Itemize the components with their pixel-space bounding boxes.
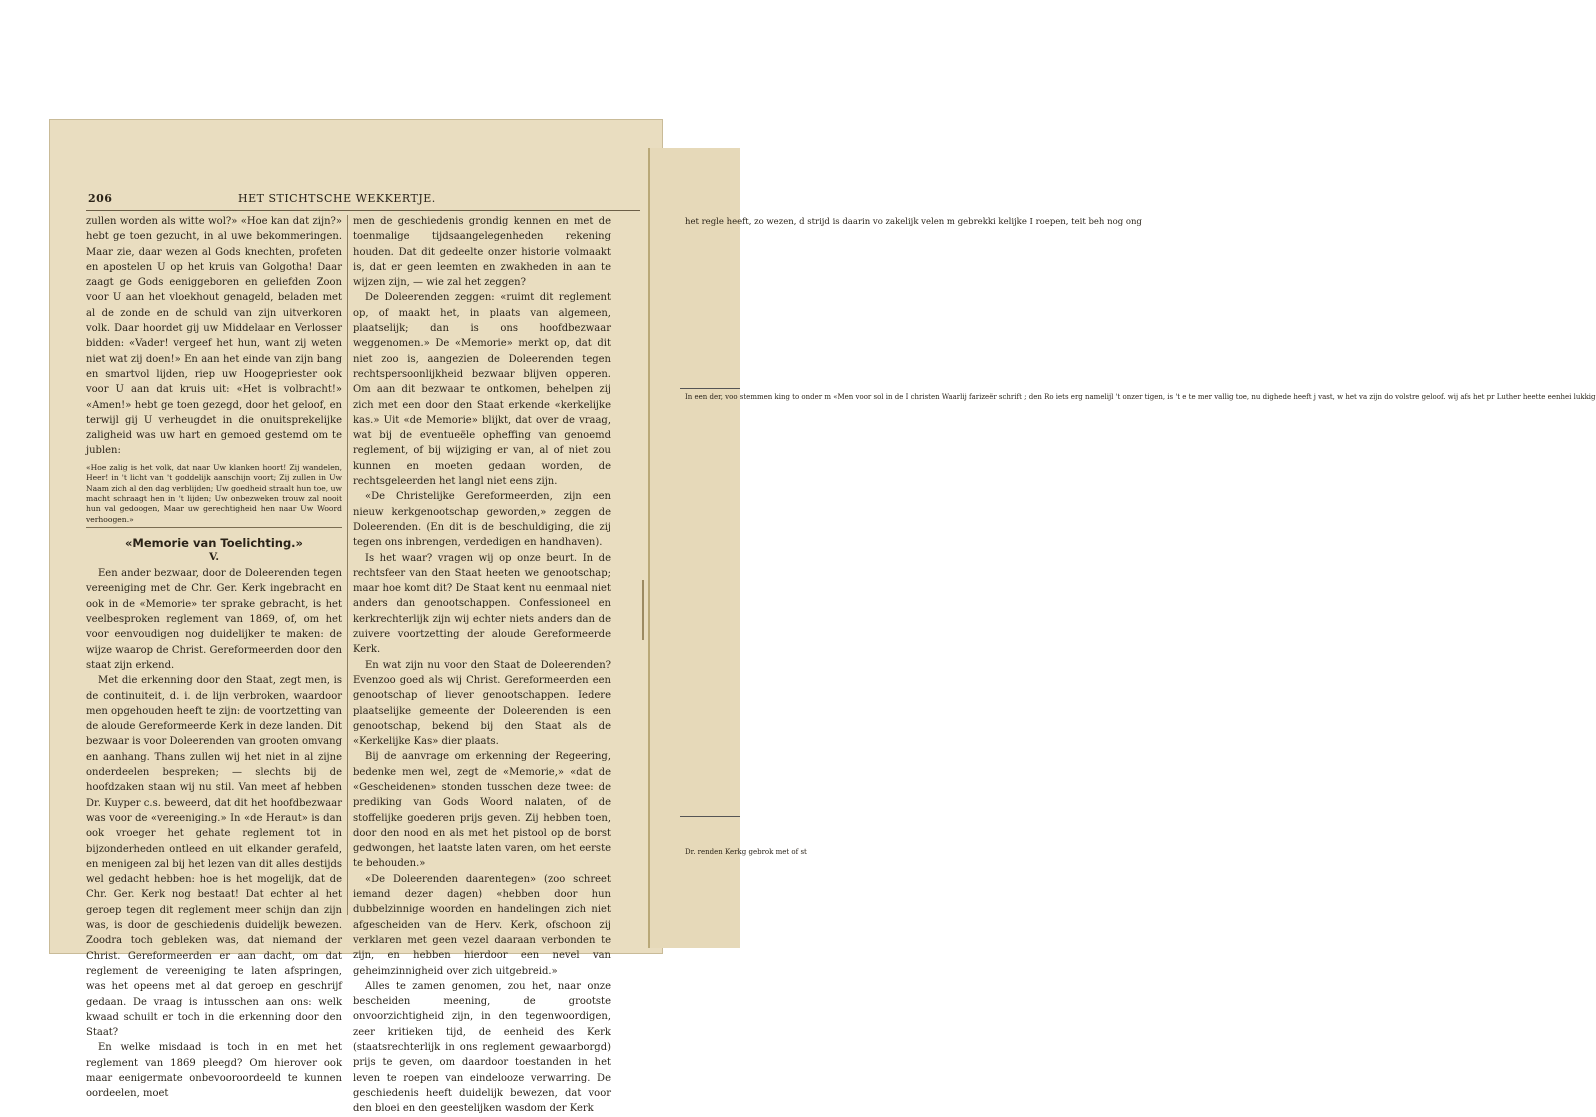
- next-page-rule-lower: [680, 816, 740, 817]
- left-column: [86, 214, 342, 1102]
- verse-quote: «Hoe zalig is het volk, dat naar Uw klanken hoort! Zij wandelen, Heer! in 't licht van 't goddelijk aanschijn voort; Zij zullen in Uw Naam zich al den dag verblijden; Uw goedheid straalt hun toe, uw macht schraagt hen in 't lijden; Uw onbezweken trouw zal nooit hun val gedoogen, Maar uw gerechtigheid hen naar Uw Woord verhoogen.»: [86, 462, 342, 524]
- page-bookmark-string: [642, 580, 644, 640]
- paragraph: «De Christelijke Gereformeerden, zijn een nieuw kerkgenootschap geworden,» zeggen de Doleerenden. (En dit is de beschuldiging, die zij tegen ons inbrengen, verdedigen en handhaven).: [353, 491, 611, 549]
- paragraph: De Doleerenden zeggen: «ruimt dit reglement op, of maakt het, in plaats van algemeen, plaatselijk; dan is ons hoofdbezwaar weggenomen.» De «Memorie» merkt op, dat dit niet zoo is, aangezien de Doleerenden tegen rechtspersoonlijkheid bezwaar blijven opperen. Om aan dit bezwaar te ontkomen, behelpen zij zich met een door den Staat erkende «kerkelijke kas.» Uit «de Memorie» blijkt, dat over de vraag, wat bij de eventueële opheffing van genoemd reglement, of bij wijziging er van, al of niet zou kunnen en moeten gedaan worden, de rechtsgeleerden het langl niet eens zijn.: [353, 292, 611, 488]
- next-page-text-bottom: Dr. renden Kerkg gebrok met of st: [685, 848, 807, 856]
- paragraph: En wat zijn nu voor den Staat de Doleerenden? Evenzoo goed als wij Christ. Gereformeerden een genootschap of liever genootschappen. Iedere plaatselijke gemeente der Doleerenden is een genootschap, bekend bij den Staat als de «Kerkelijke Kas» dier plaats.: [353, 659, 611, 748]
- paragraph: Alles te zamen genomen, zou het, naar onze bescheiden meening, de grootste onvoorzichtigheid zijn, in den tegenwoordigen, zeer kritieken tijd, de eenheid des Kerk (staatsrechterlijk in ons reglement gewaarborgd) prijs te geven, om daardoor toestanden in het leven te roepen van eindelooze verwarring. De geschiedenis heeft duidelijk bewezen, dat voor den bloei en den geestelijken wasdom der Kerk: [353, 980, 611, 1115]
- paragraph: zullen worden als witte wol?» «Hoe kan dat zijn?» hebt ge toen gezucht, in al uwe bekommeringen. Maar zie, daar wezen al Gods knechten, profeten en apostelen U op het kruis van Golgotha! Daar zaagt ge Gods eeniggeboren en geliefden Zoon voor U aan het vloekhout genageld, beladen met al de zonde en de schuld van zijn uitverkoren volk. Daar hoordet gij uw Middelaar en Verlosser bidden: «Vader! vergeef het hun, want zij weten niet wat zij doen!» En aan het einde van zijn bang en smartvol lijden, riep uw Hoogepriester ook voor U aan dat kruis uit: «Het is volbracht!» «Amen!» hebt ge toen gezegd, door het geloof, en terwijl gij U verheugdet in die onuitsprekelijke zaligheid was uw hart en gemoed gestemd om te jublen:: [86, 216, 342, 457]
- paragraph: En welke misdaad is toch in en met het reglement van 1869 pleegd? Om hierover ook maar eenigermate onbevooroordeeld te kunnen oordeelen, moet: [86, 1042, 342, 1100]
- page-number: 206: [88, 192, 113, 205]
- paragraph: «De Doleerenden daarentegen» (zoo schreet iemand dezer dagen) «hebben door hun dubbelzinnige woorden en handelingen zich niet afgescheiden van de Herv. Kerk, ofschoon zij verklaren met geen vezel daaraan verbonden te zijn, en hebben hierdoor een nevel van geheimzinnigheid over zich uitgebreid.»: [353, 873, 611, 977]
- section-number: V.: [209, 551, 219, 564]
- paragraph: Een ander bezwaar, door de Doleerenden tegen vereeniging met de Chr. Ger. Kerk ingebracht en ook in de «Memorie» ter sprake gebracht, is het veelbesproken reglement van 1869, of, om het voor eenvoudigen nog duidelijker te maken: de wijze waarop de Christ. Gereformeerden door den staat zijn erkend.: [86, 568, 342, 671]
- paragraph: men de geschiedenis grondig kennen en met de toenmalige tijdsaangelegenheden rekening houden. Dat dit gedeelte onzer historie volmaakt is, dat er geen leemten en zwakheden in aan te wijzen zijn, — wie zal het zeggen?: [353, 216, 611, 289]
- right-column: [353, 214, 611, 1117]
- next-page-rule: [680, 388, 740, 389]
- next-page-text-top: het regle heeft, zo wezen, d strijd is daarin vo zakelijk velen m gebrekki kelijke I roepen, teit beh nog ong: [685, 217, 1142, 227]
- page-title: HET STICHTSCHE WEKKERTJE.: [238, 192, 436, 205]
- paragraph: Bij de aanvrage om erkenning der Regeering, bedenke men wel, zegt de «Memorie,» «dat de «Gescheidenen» stonden tusschen deze twee: de prediking van Gods Woord nalaten, of de stoffelijke goederen prijs geven. Zij hebben toen, door den nood en als met het pistool op de borst gedwongen, het laatste laten varen, om het eerste te behouden.»: [353, 751, 611, 870]
- header-rule: [86, 210, 640, 211]
- section-divider: [86, 527, 342, 528]
- section-heading: «Memorie van Toelichting.»: [125, 536, 303, 551]
- next-page-strip: [648, 148, 1596, 948]
- column-divider: [347, 215, 348, 915]
- paragraph: Met die erkenning door den Staat, zegt men, is de continuiteit, d. i. de lijn verbroken, waardoor men opgehouden heeft te zijn: de voortzetting van de aloude Gereformeerde Kerk in deze landen. Dit bezwaar is voor Doleerenden van grooten omvang en aanhang. Thans zullen wij het niet in al zijne onderdeelen bespreken; — slechts bij de hoofdzaken staan wij nu stil. Van meet af hebben Dr. Kuyper c.s. beweerd, dat dit het hoofdbezwaar was voor de «vereeniging.» In «de Heraut» is dan ook vroeger het gehate reglement tot in bijzonderheden ontleed en uit elkander gerafeld, en menigeen zal bij het lezen van dit alles destijds wel gedacht hebben: hoe is het mogelijk, dat de Chr. Ger. Kerk nog bestaat! Dat echter al het geroep tegen dit reglement meer schijn dan zijn was, is door de geschiedenis duidelijk bewezen. Zoodra toch gebleken was, dat niemand der Christ. Gereformeerden er aan dacht, om dat reglement de vereeniging te laten afspringen, was het opeens met al dat geroep en geschrijf gedaan. De vraag is intusschen aan ons: welk kwaad schuilt er toch in die erkenning door den Staat?: [86, 675, 342, 1039]
- next-page-text-middle: In een der, voo stemmen king to onder m «Men voor sol in de I christen Waarlij farizeër schrift ; den Ro iets erg namelijl 't onzer tigen, is 't e te mer vallig toe, nu dighede heeft j vast, w het va zijn do volstre geloof. wij afs het pr Luther heette eenhei lukkig: [685, 393, 1596, 401]
- paragraph: Is het waar? vragen wij op onze beurt. In de rechtsfeer van den Staat heeten we genootschap; maar hoe komt dit? De Staat kent nu eenmaal niet anders dan genootschappen. Confessioneel en kerkrechterlijk zijn wij echter niets anders dan de zuivere voortzetting der aloude Gereformeerde Kerk.: [353, 552, 611, 656]
